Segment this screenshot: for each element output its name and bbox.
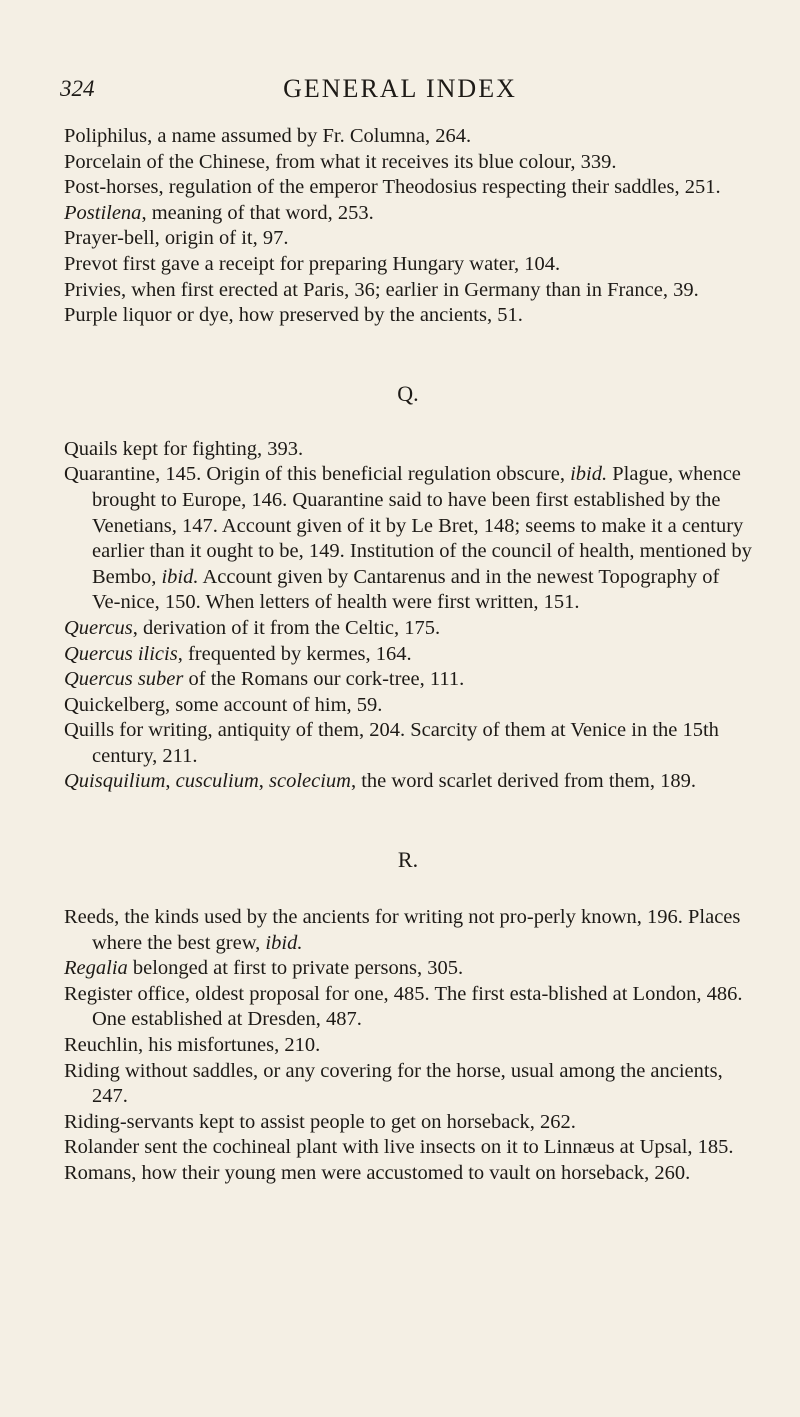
index-entry bbox=[64, 252, 752, 278]
entry-text: Register office, oldest proposal for one, 485. The first esta-blished at London, 486. One established at Dresden, 487. bbox=[64, 982, 743, 1031]
italic-term: cusculium bbox=[175, 770, 259, 793]
entry-text: Rolander sent the cochineal plant with live insects on it to Linnæus at Upsal, 185. bbox=[64, 1136, 734, 1159]
index-entry bbox=[64, 1135, 752, 1161]
entry-text: , bbox=[165, 770, 176, 793]
italic-term: Postilena bbox=[64, 201, 142, 224]
entry-text: Privies, when first erected at Paris, 36; earlier in Germany than in France, 39. bbox=[64, 278, 699, 301]
entry-text: Poliphilus, a name assumed by Fr. Columna, 264. bbox=[64, 125, 472, 147]
entry-text: Quickelberg, some account of him, 59. bbox=[64, 693, 383, 716]
index-entry bbox=[64, 150, 752, 176]
index-entry bbox=[64, 718, 752, 769]
entry-text: , the word scarlet derived from them, 189. bbox=[350, 770, 696, 793]
italic-term: Quercus bbox=[64, 616, 133, 639]
italic-term: ibid. bbox=[265, 931, 303, 954]
entry-text: Purple liquor or dye, how preserved by the ancients, 51. bbox=[64, 304, 523, 327]
index-entry bbox=[64, 124, 752, 150]
index-entry bbox=[64, 462, 752, 616]
index-entry bbox=[64, 642, 752, 668]
entry-text: Porcelain of the Chinese, from what it receives its blue colour, 339. bbox=[64, 150, 617, 173]
italic-term: Quercus ilicis bbox=[64, 642, 178, 665]
running-head: GENERAL INDEX bbox=[283, 74, 517, 103]
entry-text: , meaning of that word, 253. bbox=[141, 201, 374, 224]
index-entry bbox=[64, 303, 752, 329]
section-q bbox=[64, 437, 752, 795]
index-entry bbox=[64, 226, 752, 252]
entry-text: Quarantine, 145. Origin of this beneficial regulation obscure, bbox=[64, 463, 571, 486]
section-letter-q: Q. bbox=[397, 380, 419, 406]
section-r bbox=[64, 905, 752, 1187]
entry-text: Quills for writing, antiquity of them, 204. Scarcity of them at Venice in the 15th century, 211. bbox=[64, 719, 719, 767]
index-entry bbox=[64, 905, 752, 956]
entry-text: Prayer-bell, origin of it, 97. bbox=[64, 227, 289, 250]
entry-text: Account given by Cantarenus and in the newest Topography of Ve-nice, 150. When letters of health were first written, 151. bbox=[92, 565, 720, 614]
entry-text: Riding-servants kept to assist people to get on horseback, 262. bbox=[64, 1110, 576, 1133]
entry-text: of the Romans our cork-tree, 111. bbox=[183, 668, 465, 691]
index-entry bbox=[64, 1110, 752, 1136]
index-body bbox=[64, 124, 752, 1187]
index-entry bbox=[64, 667, 752, 693]
index-entry bbox=[64, 175, 752, 201]
entry-text: Reeds, the kinds used by the ancients for writing not pro-perly known, 196. Places where the best grew, bbox=[64, 906, 741, 954]
italic-term: ibid. bbox=[161, 565, 199, 588]
entry-text: Post-horses, regulation of the emperor Theodosius respecting their saddles, 251. bbox=[64, 176, 721, 199]
index-entry bbox=[64, 1059, 752, 1110]
index-entry bbox=[64, 1033, 752, 1059]
italic-term: Quisquilium bbox=[64, 770, 166, 793]
italic-term: scolecium bbox=[269, 770, 351, 793]
index-entry bbox=[64, 693, 752, 719]
index-entry bbox=[64, 278, 752, 304]
italic-term: Quercus suber bbox=[64, 668, 184, 691]
index-entry bbox=[64, 982, 752, 1033]
index-entry bbox=[64, 437, 752, 463]
entry-text: Reuchlin, his misfortunes, 210. bbox=[64, 1034, 321, 1057]
entry-text: Prevot first gave a receipt for preparing Hungary water, 104. bbox=[64, 252, 561, 275]
index-entry bbox=[64, 201, 752, 227]
entry-text: Riding without saddles, or any covering for the horse, usual among the ancients, 247. bbox=[64, 1059, 723, 1108]
index-entry bbox=[64, 616, 752, 642]
page-number: 324 bbox=[60, 76, 95, 101]
entry-text: belonged at first to private persons, 305. bbox=[127, 957, 464, 980]
entry-text: , frequented by kermes, 164. bbox=[177, 642, 412, 665]
section-letter-r: R. bbox=[397, 847, 419, 873]
italic-term: Regalia bbox=[64, 957, 128, 980]
index-entry bbox=[64, 1161, 752, 1187]
entry-text: Quails kept for fighting, 393. bbox=[64, 437, 304, 460]
italic-term: ibid. bbox=[570, 463, 608, 486]
entry-text: , derivation of it from the Celtic, 175. bbox=[132, 616, 441, 639]
entry-text: Romans, how their young men were accustomed to vault on horseback, 260. bbox=[64, 1162, 691, 1184]
index-entry bbox=[64, 769, 752, 795]
entry-text: Plague, whence brought to Europe, 146. Quarantine said to have been first established by the Venetians, 147. Account given of it by Le Bret, 148; seems to make it a century earlier than it ought to be, 149. Institution of the council of health, mentioned by Bembo, bbox=[92, 463, 752, 588]
index-entry bbox=[64, 956, 752, 982]
entry-text: , bbox=[258, 770, 269, 793]
section-p bbox=[64, 124, 752, 329]
